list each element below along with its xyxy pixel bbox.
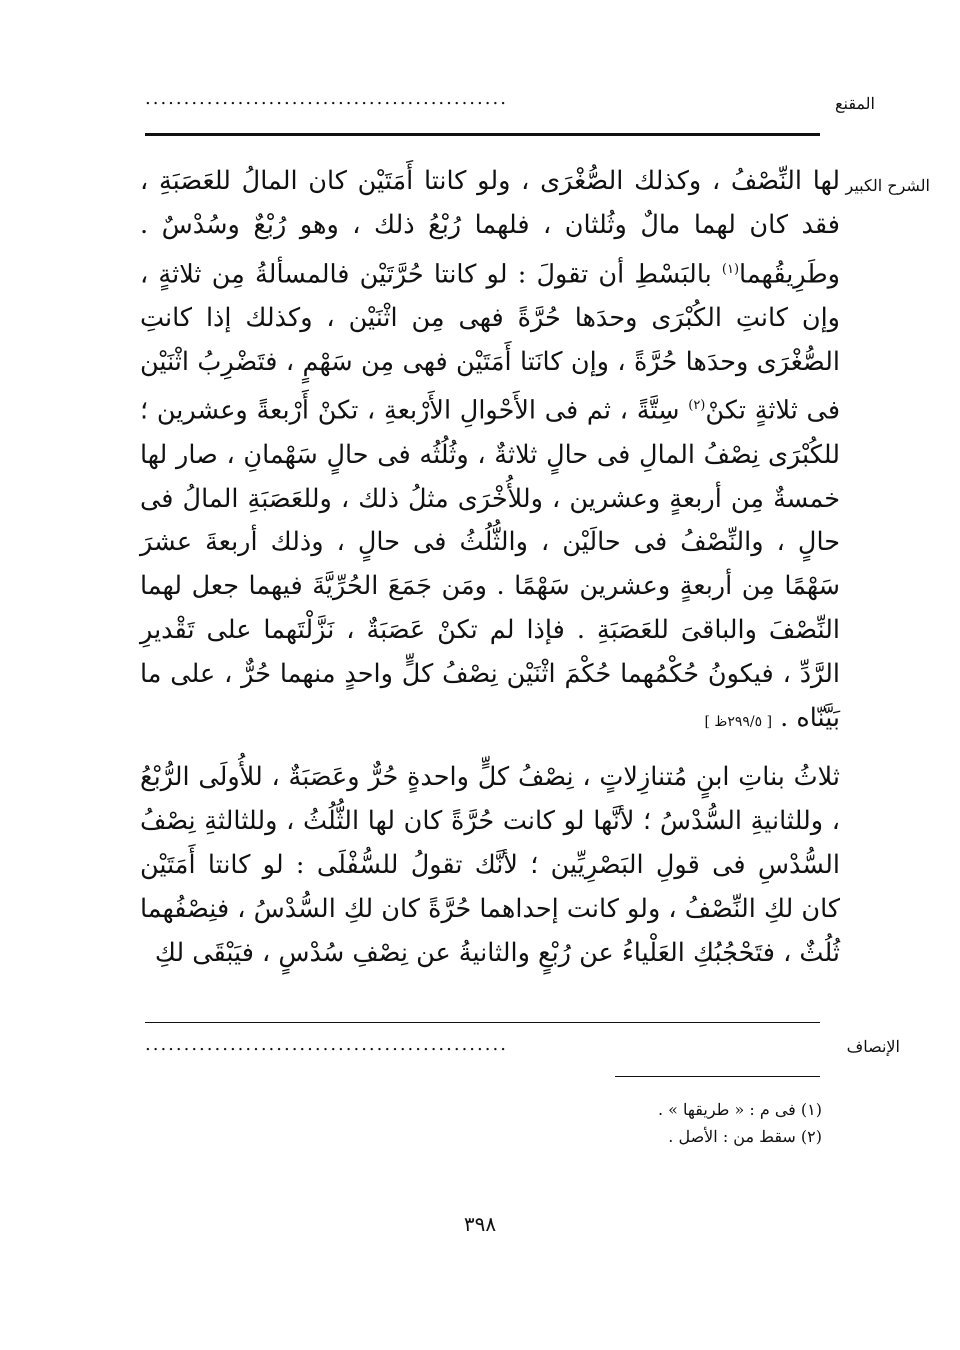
header-title: المقنع [834, 94, 875, 113]
side-label-insaf: الإنصاف [846, 1037, 900, 1056]
footnote-2: (٢) سقط من : الأصل . [668, 1127, 822, 1146]
insaf-dot-leader: ............................................... [145, 1034, 508, 1055]
side-label-sharh: الشرح الكبير [845, 176, 930, 195]
text-bottom-rule [145, 1022, 820, 1023]
footnote-rule [615, 1076, 820, 1077]
header-dot-leader: ............................................... [145, 88, 508, 109]
main-text [140, 160, 840, 975]
header-rule [145, 133, 820, 136]
footnote-ref-1: (١) [721, 261, 740, 277]
footnote-1: (١) فى م : « طريقها » . [658, 1100, 822, 1119]
paragraph-1-part-c: سِتَّةً ، ثم فى الأَحْوالِ الأَرْبعةِ ، تكنْ أَرْبعةً وعشرين ؛ للكُبْرَى نِصْفُ المالِ فى حالٍ ثلاثةٌ ، وثُلُثُه فى حالٍ سَهْمانِ ، صار لها خمسةٌ مِن أربعةٍ وعشرين ، وللأُخْرَى مثلُ ذلك ، وللعَصَبَةِ المالُ فى حالٍ ، والنِّصْفُ فى حالَيْن ، والثُّلُثُ فى حالٍ ، وذلك أربعةَ عشرَ سَهْمًا مِن أربعةٍ وعشرين سَهْمًا . ومَن جَمَعَ الحُرِّيَّةَ فيهما جعل لهما النِّصْفَ والباقىَ للعَصَبَةِ . فإذا لم تكنْ عَصَبَةٌ ، نَزَّلْتَهما على تَقْديرِ الرَّدِّ ، فيكونُ حُكْمُهما حُكْمَ اثْنَيْن نِصْفُ كلٍّ واحدٍ منهما حُرٌّ ، على ما بَيَّنّاه . [140, 395, 840, 733]
manuscript-page-ref: [ ٢٩٩/٥ظ ] [704, 713, 773, 730]
footnote-ref-2: (٢) [688, 398, 706, 414]
paragraph-1 [140, 160, 840, 744]
paragraph-2: ثلاثُ بناتِ ابنٍ مُتنازِلاتٍ ، نِصْفُ كلٍّ واحدةٍ حُرٌّ وعَصَبَةٌ ، للأُولَى الرُّبْعُ ، وللثانيةِ السُّدْسُ ؛ لأنَّها لو كانت حُرَّةً كان لها الثُّلُثُ ، وللثالثةِ نِصْفُ السُّدْسِ فى قولِ البَصْرِيِّين ؛ لأنَّك تقولُ للسُّفْلَى : لو كانتا أَمَتَيْن كان لكِ النِّصْفُ ، ولو كانت إحداهما حُرَّةً كان لكِ السُّدْسُ ، فنِصْفُهما ثُلُثٌ ، فتَحْجُبُكِ العَلْياءُ عن رُبْعٍ والثانيةُ عن نِصْفِ سُدْسٍ ، فيَبْقَى لكِ [140, 762, 840, 968]
paragraph-1-part-a: لها النِّصْفُ ، وكذلك الصُّغْرَى ، ولو كانتا أَمَتَيْن كان المالُ للعَصَبَةِ ، فقد كان لهما مالٌ وثُلثان ، فلهما رُبْعُ ذلك ، وهو رُبْعٌ وسُدْسٌ . وطَرِيقُهما [140, 166, 840, 290]
paragraph-1-part-b: بالبَسْطِ أن تقولَ : لو كانتا حُرَّتَيْن فالمسألةُ مِن ثلاثةٍ ، وإن كانتِ الكُبْرَى وحدَها حُرَّةً فهى مِن اثْنَيْن ، وكذلك إذا كانتِ الصُّغْرَى وحدَها حُرَّةً ، وإن كانَتا أَمَتَيْن فهى مِن سَهْمٍ ، فتَضْرِبُ اثْنَيْن فى ثلاثةٍ تكنْ [140, 259, 841, 426]
page-number: ٣٩٨ [463, 1212, 497, 1236]
footnotes [658, 1096, 822, 1150]
